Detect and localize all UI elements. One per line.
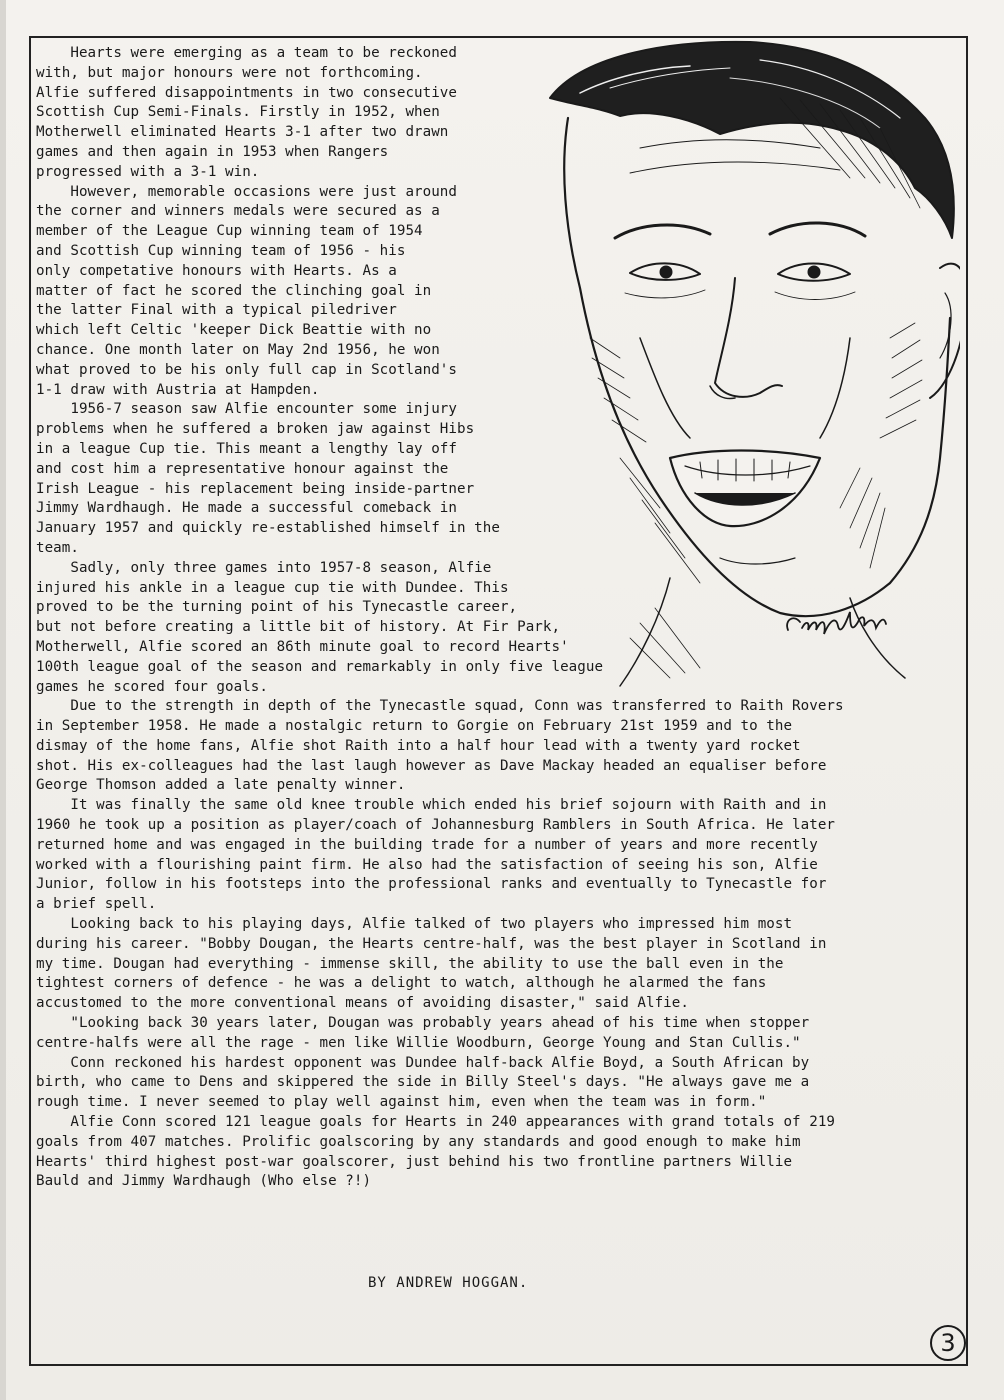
- article-line: January 1957 and quickly re-established himself in the: [36, 520, 500, 537]
- article-line: Conn reckoned his hardest opponent was Dundee half-back Alfie Boyd, a South African by: [36, 1054, 810, 1071]
- article-line: only competative honours with Hearts. As a: [36, 262, 397, 279]
- article-line: Hearts' third highest post-war goalscorer, just behind his two frontline partners Willie: [36, 1153, 793, 1170]
- article-line: proved to be the turning point of his Tynecastle career,: [36, 599, 518, 616]
- article-line: what proved to be his only full cap in Scotland's: [36, 361, 457, 378]
- article-line: Jimmy Wardhaugh. He made a successful comeback in: [36, 500, 457, 517]
- article-line: rough time. I never seemed to play well against him, even when the team was in form.": [36, 1094, 767, 1111]
- article-line: returned home and was engaged in the building trade for a number of years and more recently: [36, 836, 818, 853]
- article-line: in a league Cup tie. This meant a lengthy lay off: [36, 440, 457, 457]
- article-line: tightest corners of defence - he was a delight to watch, although he alarmed the fans: [36, 975, 767, 992]
- article-line: the corner and winners medals were secured as a: [36, 203, 440, 220]
- article-line: Motherwell eliminated Hearts 3-1 after two drawn: [36, 124, 449, 141]
- article-line: Junior, follow in his footsteps into the professional ranks and eventually to Tynecastle for: [36, 876, 827, 893]
- article-line: accustomed to the more conventional means of avoiding disaster," said Alfie.: [36, 995, 689, 1012]
- article-line: in September 1958. He made a nostalgic return to Gorgie on February 21st 1959 and to the: [36, 718, 793, 735]
- article-line: games and then again in 1953 when Rangers: [36, 143, 389, 160]
- article-line: Alfie suffered disappointments in two consecutive: [36, 84, 457, 101]
- article-line: 100th league goal of the season and remarkably in only five league: [36, 658, 604, 675]
- page-edge-shadow: [0, 0, 6, 1400]
- article-line: and Scottish Cup winning team of 1956 - his: [36, 242, 406, 259]
- article-line: Due to the strength in depth of the Tynecastle squad, Conn was transferred to Raith Rovers: [36, 698, 844, 715]
- article-line: matter of fact he scored the clinching goal in: [36, 282, 432, 299]
- article-line: birth, who came to Dens and skippered the side in Billy Steel's days. "He always gave me a: [36, 1074, 810, 1091]
- article-line: with, but major honours were not forthcoming.: [36, 64, 423, 81]
- article-line: centre-halfs were all the rage - men like Willie Woodburn, George Young and Stan Cullis.": [36, 1034, 801, 1051]
- byline: BY ANDREW HOGGAN.: [368, 1275, 529, 1291]
- article-line: progressed with a 3-1 win.: [36, 163, 260, 180]
- article-line: 1956-7 season saw Alfie encounter some injury: [36, 401, 457, 418]
- artist-signature: [780, 600, 890, 646]
- article-line: worked with a flourishing paint firm. He also had the satisfaction of seeing his son, Alfie: [36, 856, 818, 873]
- article-line: which left Celtic 'keeper Dick Beattie with no: [36, 322, 432, 339]
- article-line: 1960 he took up a position as player/coach of Johannesburg Ramblers in South Africa. He later: [36, 817, 836, 834]
- article-line: injured his ankle in a league cup tie with Dundee. This: [36, 579, 509, 596]
- article-line: member of the League Cup winning team of 1954: [36, 223, 423, 240]
- article-line: However, memorable occasions were just around: [36, 183, 457, 200]
- article-line: the latter Final with a typical piledriver: [36, 302, 397, 319]
- page-number: 3: [930, 1325, 966, 1361]
- article-line: goals from 407 matches. Prolific goalscoring by any standards and good enough to make him: [36, 1133, 801, 1150]
- article-line: Irish League - his replacement being inside-partner: [36, 480, 475, 497]
- article-line: 1-1 draw with Austria at Hampden.: [36, 381, 320, 398]
- article-line: shot. His ex-colleagues had the last laugh however as Dave Mackay headed an equaliser before: [36, 757, 827, 774]
- article-line: Scottish Cup Semi-Finals. Firstly in 1952, when: [36, 104, 440, 121]
- article-line: Motherwell, Alfie scored an 86th minute goal to record Hearts': [36, 638, 569, 655]
- article-line: my time. Dougan had everything - immense skill, the ability to use the ball even in the: [36, 955, 784, 972]
- article-line: team.: [36, 539, 79, 556]
- article-line: Sadly, only three games into 1957-8 season, Alfie: [36, 559, 492, 576]
- article-line: and cost him a representative honour against the: [36, 460, 449, 477]
- article-line: chance. One month later on May 2nd 1956, he won: [36, 341, 440, 358]
- article-line: Alfie Conn scored 121 league goals for Hearts in 240 appearances with grand totals of 219: [36, 1114, 836, 1131]
- article-line: "Looking back 30 years later, Dougan was probably years ahead of his time when stopper: [36, 1015, 810, 1032]
- article-line: Bauld and Jimmy Wardhaugh (Who else ?!): [36, 1173, 372, 1190]
- article-line: during his career. "Bobby Dougan, the Hearts centre-half, was the best player in Scotland in: [36, 935, 827, 952]
- article-line: dismay of the home fans, Alfie shot Raith into a half hour lead with a twenty yard rocket: [36, 737, 801, 754]
- article-line: but not before creating a little bit of history. At Fir Park,: [36, 619, 561, 636]
- article-line: It was finally the same old knee trouble which ended his brief sojourn with Raith and in: [36, 797, 827, 814]
- article-line: problems when he suffered a broken jaw against Hibs: [36, 421, 475, 438]
- article-line: Hearts were emerging as a team to be reckoned: [36, 45, 457, 61]
- article-line: a brief spell.: [36, 896, 157, 913]
- article-line: games he scored four goals.: [36, 678, 268, 695]
- article-line: George Thomson added a late penalty winner.: [36, 777, 406, 794]
- article-line: Looking back to his playing days, Alfie talked of two players who impressed him most: [36, 916, 793, 933]
